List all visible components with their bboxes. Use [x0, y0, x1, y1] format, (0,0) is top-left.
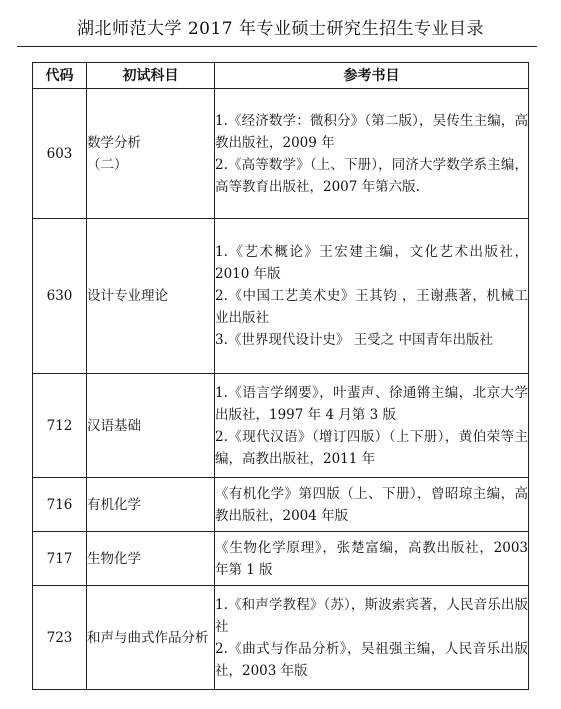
row-references — [215, 374, 529, 478]
row-code: 712 — [33, 374, 87, 478]
reference-item: 1.《和声学教程》（苏），斯波索宾著，人民音乐出版社 — [215, 596, 528, 635]
reference-item: 2.《中国工艺美术史》王其钧 ，王谢燕著，机械工业出版社 — [215, 288, 528, 326]
reference-item: 2.《曲式与作品分析》，吴祖强主编，人民音乐出版社，2003 年版 — [215, 640, 528, 679]
reference-item: 2.《高等数学》（上、下册），同济大学数学系主编，高等教育出版社，2007 年第六版. — [215, 156, 528, 195]
row-subject-text: 数学分析 （二） — [87, 134, 141, 173]
table-row — [33, 532, 529, 586]
header-references: 参考书目 — [215, 63, 529, 89]
table-header-row — [33, 63, 529, 89]
row-subject-text: 有机化学 — [87, 496, 141, 513]
row-code: 723 — [33, 586, 87, 690]
row-subject — [87, 219, 215, 374]
row-references — [215, 586, 529, 690]
reference-item: 1.《语言学纲要》，叶蜚声、徐通锵主编，北京大学出版社，1997 年 4 月第 3 版 — [215, 384, 528, 423]
row-subject — [87, 374, 215, 478]
row-subject-text: 生物化学 — [87, 550, 141, 567]
document-title: 湖北师范大学 2017 年专业硕士研究生招生专业目录 — [76, 19, 485, 39]
row-code: 717 — [33, 532, 87, 586]
row-subject — [87, 478, 215, 532]
reference-item: 《生物化学原理》，张楚富编，高教出版社，2003 年第 1 版 — [215, 539, 528, 578]
table-row — [33, 586, 529, 690]
row-subject — [87, 532, 215, 586]
table-row — [33, 374, 529, 478]
reference-item: 1.《艺术概论》王宏建主编，文化艺术出版社，2010 年版 — [215, 244, 528, 282]
catalog-table — [32, 62, 529, 690]
row-code: 603 — [33, 89, 87, 219]
header-code: 代码 — [33, 63, 87, 89]
row-code: 716 — [33, 478, 87, 532]
table-row — [33, 219, 529, 374]
table-row — [33, 478, 529, 532]
row-subject-text: 汉语基础 — [87, 417, 141, 434]
row-references — [215, 478, 529, 532]
reference-item: 1.《经济数学：微积分》（第二版），吴传生主编，高教出版社，2009 年 — [215, 112, 528, 151]
reference-item: 2.《现代汉语》（增订四版）（上下册），黄伯荣等主编，高教出版社，2011 年 — [215, 428, 528, 467]
row-references — [215, 532, 529, 586]
header-subject: 初试科目 — [87, 63, 215, 89]
table-row — [33, 89, 529, 219]
row-subject — [87, 89, 215, 219]
reference-item: 3.《世界现代设计史》 王受之 中国青年出版社 — [215, 332, 493, 348]
row-subject — [87, 586, 215, 690]
row-code: 630 — [33, 219, 87, 374]
row-subject-text: 设计专业理论 — [87, 288, 168, 304]
reference-item: 《有机化学》第四版（上、下册），曾昭琼主编，高教出版社，2004 年版 — [215, 485, 528, 524]
row-references — [215, 89, 529, 219]
title-underline — [17, 46, 537, 47]
row-subject-text: 和声与曲式作品分析 — [87, 629, 209, 646]
row-references — [215, 219, 529, 374]
